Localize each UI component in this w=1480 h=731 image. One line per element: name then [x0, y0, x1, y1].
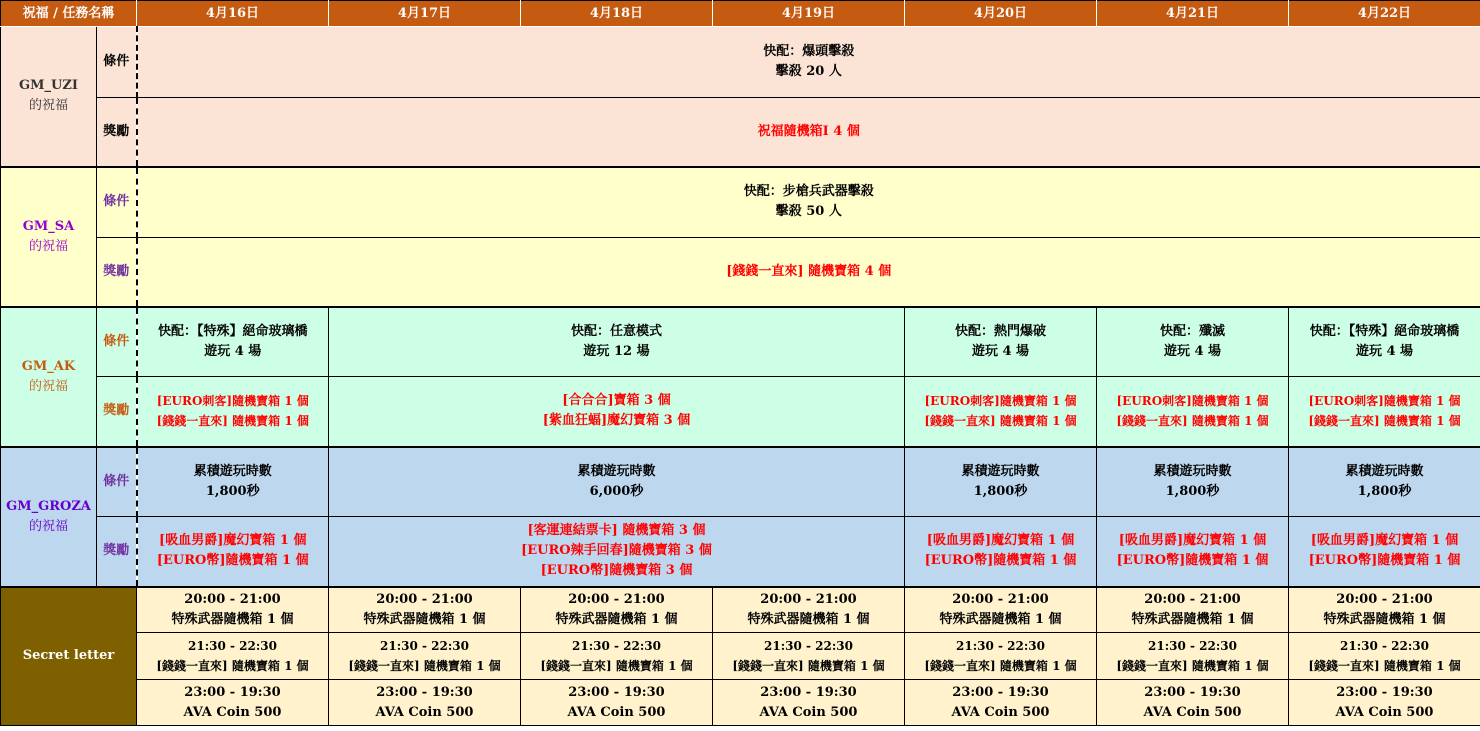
secret-slot-cell [329, 680, 521, 726]
secret-slot-time: 20:00 - 21:00 [952, 591, 1049, 607]
groza-condition-cell [329, 447, 905, 517]
secret-slot-reward: [錢錢一直來] 隨機寶箱 1 個 [1308, 659, 1461, 673]
secret-slot-time: 20:00 - 21:00 [1144, 591, 1241, 607]
ak-condition-cell [1289, 307, 1480, 377]
sa-condition-cell [137, 167, 1480, 238]
uzi-condition-line1: 快配：爆頭擊殺 [763, 44, 855, 59]
groza-condition-line1: 累積遊玩時數 [961, 463, 1040, 479]
groza-name-line1: GM_GROZA [6, 498, 91, 514]
secret-slot-reward: AVA Coin 500 [951, 704, 1050, 720]
secret-slot-cell [905, 680, 1097, 726]
groza-condition-label: 條件 [97, 447, 137, 517]
ak-condition-cell [137, 307, 329, 377]
secret-slot-cell [521, 633, 713, 680]
secret-slot-cell [137, 680, 329, 726]
ak-reward-line1: [EURO刺客]隨機寶箱 1 個 [156, 394, 309, 409]
ak-condition-line2: 遊玩 12 場 [583, 343, 650, 359]
secret-slot-reward: [錢錢一直來] 隨機寶箱 1 個 [732, 659, 885, 673]
ak-reward-line2: [錢錢一直來] 隨機寶箱 1 個 [1116, 414, 1269, 429]
groza-reward-label: 獎勵 [97, 517, 137, 587]
uzi-name-line1: GM_UZI [19, 78, 78, 94]
secret-slot-time: 21:30 - 22:30 [572, 639, 661, 653]
groza-reward-line2: [EURO幣]隨機寶箱 1 個 [924, 553, 1077, 569]
ak-reward-line1: [EURO刺客]隨機寶箱 1 個 [1308, 394, 1461, 409]
ak-reward-line1: [EURO刺客]隨機寶箱 1 個 [924, 394, 1077, 409]
secret-slot-cell [1289, 680, 1480, 726]
uzi-condition-row [1, 27, 1480, 98]
header-row [1, 1, 1480, 27]
uzi-reward-label: 獎勵 [97, 98, 137, 167]
uzi-mission-name [1, 27, 97, 167]
ak-condition-line1: 快配：【特殊】絕命玻璃橋 [1309, 323, 1460, 339]
secret-slot-time: 20:00 - 21:00 [568, 591, 665, 607]
secret-slot-cell [713, 587, 905, 633]
secret-slot-reward: [錢錢一直來] 隨機寶箱 1 個 [1116, 659, 1269, 673]
groza-reward-line2: [EURO幣]隨機寶箱 1 個 [1308, 553, 1461, 569]
secret-slot-reward: [錢錢一直來] 隨機寶箱 1 個 [540, 659, 693, 673]
secret-slot-reward: AVA Coin 500 [1143, 704, 1242, 720]
uzi-reward-cell: 祝福隨機箱I 4 個 [137, 98, 1480, 167]
ak-condition-label: 條件 [97, 307, 137, 377]
uzi-condition-line2: 擊殺 20 人 [775, 64, 842, 79]
sa-condition-line1: 快配：步槍兵武器擊殺 [743, 184, 874, 200]
uzi-name-line2: 的祝福 [28, 98, 68, 114]
sa-name-line1: GM_SA [22, 218, 75, 234]
groza-reward-cell [137, 517, 329, 587]
ak-reward-cell [1289, 377, 1480, 447]
secret-slot-cell [329, 633, 521, 680]
secret-slot-time: 23:00 - 19:30 [376, 684, 473, 700]
ak-condition-line2: 遊玩 4 場 [1163, 343, 1222, 359]
groza-condition-cell [1097, 447, 1289, 517]
secret-slot-time: 20:00 - 21:00 [1336, 591, 1433, 607]
secret-slot-time: 21:30 - 22:30 [764, 639, 853, 653]
date-header-7: 4月22日 [1289, 1, 1480, 27]
secret-slot-reward: AVA Coin 500 [183, 704, 282, 720]
ak-name-line1: GM_AK [21, 358, 76, 374]
secret-slot-reward: AVA Coin 500 [1335, 704, 1434, 720]
ak-condition-line2: 遊玩 4 場 [204, 343, 262, 359]
sa-reward-row [1, 238, 1480, 307]
ak-reward-cell [329, 377, 905, 447]
ak-reward-line1: [合合合]寶箱 3 個 [562, 393, 671, 409]
groza-condition-cell [1289, 447, 1480, 517]
groza-reward-row [1, 517, 1480, 587]
date-header-2: 4月17日 [329, 1, 521, 27]
secret-slot-reward: 特殊武器隨機箱 1 個 [555, 611, 678, 627]
sa-mission-name [1, 167, 97, 307]
secret-slot-reward: AVA Coin 500 [567, 704, 666, 720]
secret-slot-cell [713, 680, 905, 726]
secret-slot-reward: [錢錢一直來] 隨機寶箱 1 個 [924, 659, 1077, 673]
secret-slot-cell [713, 633, 905, 680]
groza-reward-line2: [EURO辣手回春]隨機寶箱 3 個 [521, 543, 712, 559]
sa-name-line2: 的祝福 [28, 238, 68, 254]
ak-condition-line1: 快配：任意模式 [570, 323, 662, 339]
secret-slot-row-3 [1, 680, 1480, 726]
date-header-3: 4月18日 [521, 1, 713, 27]
ak-reward-line1: [EURO刺客]隨機寶箱 1 個 [1116, 394, 1269, 409]
date-header-1: 4月16日 [137, 1, 329, 27]
secret-slot-reward: 特殊武器隨機箱 1 個 [171, 611, 294, 627]
secret-slot-cell [137, 587, 329, 633]
ak-reward-line2: [錢錢一直來] 隨機寶箱 1 個 [924, 414, 1077, 429]
ak-condition-line2: 遊玩 4 場 [971, 343, 1030, 359]
groza-condition-line2: 1,800秒 [205, 483, 260, 499]
groza-condition-line1: 累積遊玩時數 [193, 463, 272, 479]
groza-reward-cell [905, 517, 1097, 587]
secret-slot-cell [905, 587, 1097, 633]
ak-reward-line2: [錢錢一直來] 隨機寶箱 1 個 [1308, 414, 1461, 429]
sa-reward-cell: [錢錢一直來] 隨機寶箱 4 個 [137, 238, 1480, 307]
secret-slot-reward: [錢錢一直來] 隨機寶箱 1 個 [348, 659, 501, 673]
secret-slot-time: 23:00 - 19:30 [1144, 684, 1241, 700]
secret-slot-row-1 [1, 587, 1480, 633]
groza-condition-line1: 累積遊玩時數 [577, 463, 656, 479]
secret-slot-time: 23:00 - 19:30 [760, 684, 857, 700]
date-header-6: 4月21日 [1097, 1, 1289, 27]
groza-name-line2: 的祝福 [28, 518, 68, 534]
uzi-condition-label: 條件 [97, 27, 137, 98]
uzi-reward-row [1, 98, 1480, 167]
groza-reward-line1: [吸血男爵]魔幻寶箱 1 個 [926, 533, 1075, 549]
groza-condition-line2: 1,800秒 [973, 483, 1028, 499]
groza-reward-line1: [吸血男爵]魔幻寶箱 1 個 [159, 533, 307, 549]
groza-condition-line1: 累積遊玩時數 [1153, 463, 1232, 479]
ak-mission-name [1, 307, 97, 447]
sa-condition-row [1, 167, 1480, 238]
ak-reward-cell [1097, 377, 1289, 447]
uzi-condition-cell [137, 27, 1480, 98]
groza-reward-line1: [吸血男爵]魔幻寶箱 1 個 [1310, 533, 1459, 549]
secret-slot-time: 23:00 - 19:30 [568, 684, 665, 700]
ak-reward-line2: [錢錢一直來] 隨機寶箱 1 個 [156, 414, 309, 429]
secret-slot-reward: 特殊武器隨機箱 1 個 [363, 611, 486, 627]
ak-condition-line1: 快配：【特殊】絕命玻璃橋 [157, 323, 308, 339]
secret-slot-time: 21:30 - 22:30 [380, 639, 469, 653]
groza-condition-cell [905, 447, 1097, 517]
sa-condition-label: 條件 [97, 167, 137, 238]
date-header-4: 4月19日 [713, 1, 905, 27]
secret-slot-reward: [錢錢一直來] 隨機寶箱 1 個 [156, 659, 309, 673]
secret-slot-reward: AVA Coin 500 [759, 704, 858, 720]
ak-reward-label: 獎勵 [97, 377, 137, 447]
secret-slot-time: 23:00 - 19:30 [952, 684, 1049, 700]
ak-reward-line2: [紫血狂蝠]魔幻寶箱 3 個 [542, 413, 691, 429]
groza-reward-cell [329, 517, 905, 587]
ak-condition-cell [329, 307, 905, 377]
groza-reward-line1: [吸血男爵]魔幻寶箱 1 個 [1118, 533, 1267, 549]
secret-slot-cell [137, 633, 329, 680]
sa-condition-line2: 擊殺 50 人 [775, 204, 842, 220]
groza-condition-line2: 1,800秒 [1357, 483, 1412, 499]
groza-reward-cell [1097, 517, 1289, 587]
secret-slot-cell [1289, 633, 1480, 680]
secret-slot-time: 20:00 - 21:00 [184, 591, 281, 607]
ak-reward-row [1, 377, 1480, 447]
ak-reward-cell [137, 377, 329, 447]
secret-slot-cell [905, 633, 1097, 680]
groza-condition-cell [137, 447, 329, 517]
corner-header: 祝福 / 任務名稱 [1, 1, 137, 27]
date-header-5: 4月20日 [905, 1, 1097, 27]
secret-slot-cell [1097, 633, 1289, 680]
groza-reward-line3: [EURO幣]隨機寶箱 3 個 [540, 563, 693, 579]
ak-condition-line1: 快配：熱門爆破 [954, 323, 1046, 339]
secret-slot-row-2 [1, 633, 1480, 680]
secret-slot-time: 21:30 - 22:30 [1148, 639, 1237, 653]
groza-condition-line2: 1,800秒 [1165, 483, 1220, 499]
secret-slot-reward: 特殊武器隨機箱 1 個 [747, 611, 870, 627]
sa-reward-label: 獎勵 [97, 238, 137, 307]
groza-condition-row [1, 447, 1480, 517]
groza-reward-line2: [EURO幣]隨機寶箱 1 個 [1116, 553, 1269, 569]
secret-slot-time: 21:30 - 22:30 [956, 639, 1045, 653]
secret-slot-reward: 特殊武器隨機箱 1 個 [939, 611, 1062, 627]
secret-slot-cell [521, 587, 713, 633]
secret-slot-time: 23:00 - 19:30 [1336, 684, 1433, 700]
secret-slot-reward: 特殊武器隨機箱 1 個 [1131, 611, 1254, 627]
secret-slot-time: 21:30 - 22:30 [188, 639, 277, 653]
groza-condition-line1: 累積遊玩時數 [1345, 463, 1424, 479]
secret-slot-cell [1289, 587, 1480, 633]
secret-slot-reward: AVA Coin 500 [375, 704, 474, 720]
ak-condition-line1: 快配：殲滅 [1159, 323, 1225, 339]
secret-slot-time: 23:00 - 19:30 [184, 684, 281, 700]
ak-condition-cell [905, 307, 1097, 377]
secret-slot-time: 20:00 - 21:00 [760, 591, 857, 607]
secret-slot-cell [521, 680, 713, 726]
groza-reward-line1: [客運連結票卡] 隨機寶箱 3 個 [527, 523, 706, 539]
ak-condition-row [1, 307, 1480, 377]
groza-mission-name [1, 447, 97, 587]
ak-name-line2: 的祝福 [28, 378, 68, 394]
ak-condition-cell [1097, 307, 1289, 377]
ak-condition-line2: 遊玩 4 場 [1355, 343, 1414, 359]
secret-slot-time: 21:30 - 22:30 [1340, 639, 1429, 653]
secret-slot-cell [1097, 680, 1289, 726]
groza-reward-cell [1289, 517, 1480, 587]
secret-slot-cell [329, 587, 521, 633]
secret-slot-cell [1097, 587, 1289, 633]
groza-reward-line2: [EURO幣]隨機寶箱 1 個 [156, 553, 309, 569]
secret-letter-name: Secret letter [1, 587, 137, 726]
secret-slot-time: 20:00 - 21:00 [376, 591, 473, 607]
ak-reward-cell [905, 377, 1097, 447]
secret-slot-reward: 特殊武器隨機箱 1 個 [1323, 611, 1446, 627]
groza-condition-line2: 6,000秒 [589, 483, 644, 499]
